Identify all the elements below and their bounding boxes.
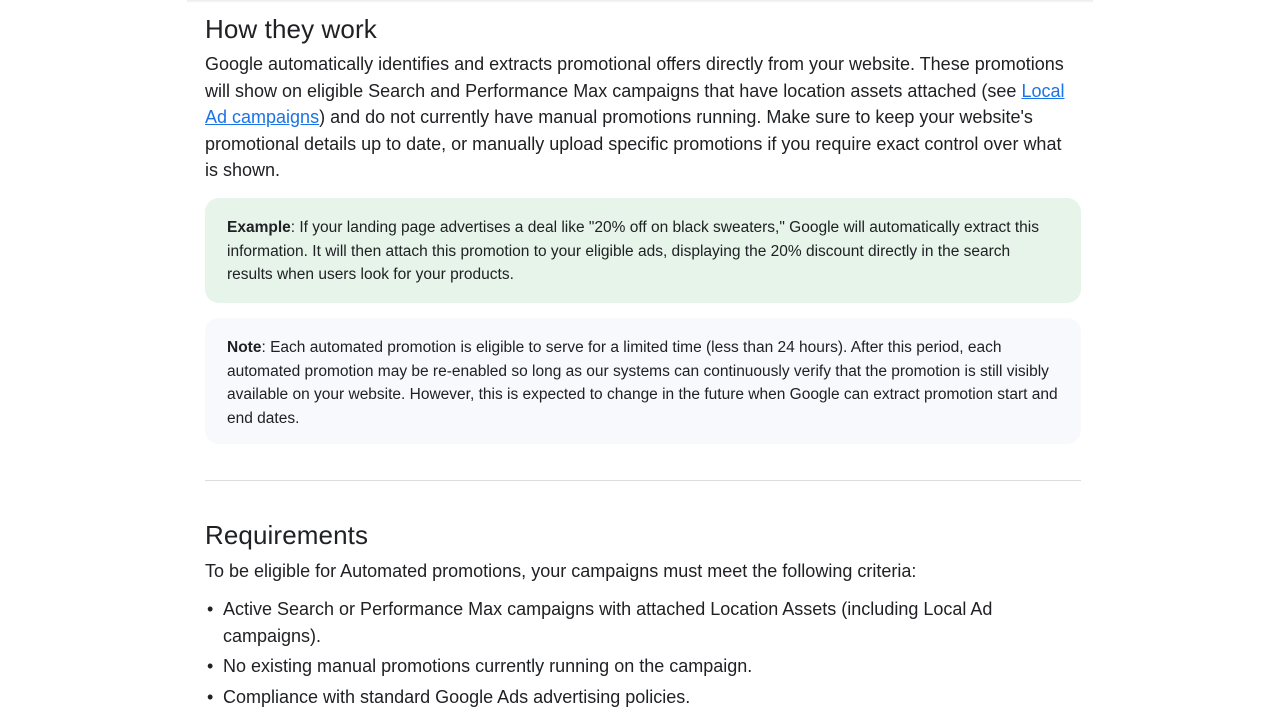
example-text: : If your landing page advertises a deal like "20% off on black sweaters," Google will automatically extract this information. It will then attach this promotion to your eligible ads, displaying the 20% discount directly in the search results when users look for your products. [227, 219, 1039, 283]
list-item-text: Compliance with standard Google Ads advertising policies. [223, 686, 691, 707]
list-item-text: Active Search or Performance Max campaigns with attached Location Assets (including Local Ad campaigns). [223, 599, 993, 646]
section-heading-requirements: Requirements [205, 520, 369, 550]
list-item-text: No existing manual promotions currently running on the campaign. [223, 656, 753, 676]
requirements-list [205, 596, 1075, 714]
section-divider [205, 480, 1081, 481]
section-heading-how-they-work: How they work [205, 14, 377, 44]
requirements-intro: To be eligible for Automated promotions, your campaigns must meet the following criteria: [205, 561, 917, 581]
note-label: Note [227, 339, 262, 356]
list-item [205, 653, 1075, 680]
intro-text-end: ) and do not currently have manual promotions running. Make sure to keep your website's promotional details up to date, or manually upload specific promotions if you require exact control over what is shown. [205, 107, 1062, 181]
intro-paragraph [205, 51, 1075, 184]
list-item [205, 684, 1075, 711]
note-callout [205, 318, 1081, 444]
bullet: • [207, 686, 214, 707]
local-ad-campaigns-link[interactable]: Local Ad campaigns [205, 80, 1065, 128]
page-top-edge [187, 0, 1093, 3]
note-text: : Each automated promotion is eligible to serve for a limited time (less than 24 hours). After this period, each automated promotion may be re-enabled so long as our systems can continuously verify that the promotion is still visibly available on your website. However, this is expected to change in the future when Google can extract promotion start and end dates. [227, 339, 1058, 427]
example-callout [205, 198, 1081, 303]
example-label: Example [227, 219, 291, 236]
bullet: • [207, 656, 214, 676]
bullet: • [207, 599, 214, 619]
intro-text-start: Google automatically identifies and extracts promotional offers directly from your website. These promotions will show on eligible Search and Performance Max campaigns that have location assets attached (see [205, 54, 1064, 101]
list-item [205, 596, 1075, 649]
